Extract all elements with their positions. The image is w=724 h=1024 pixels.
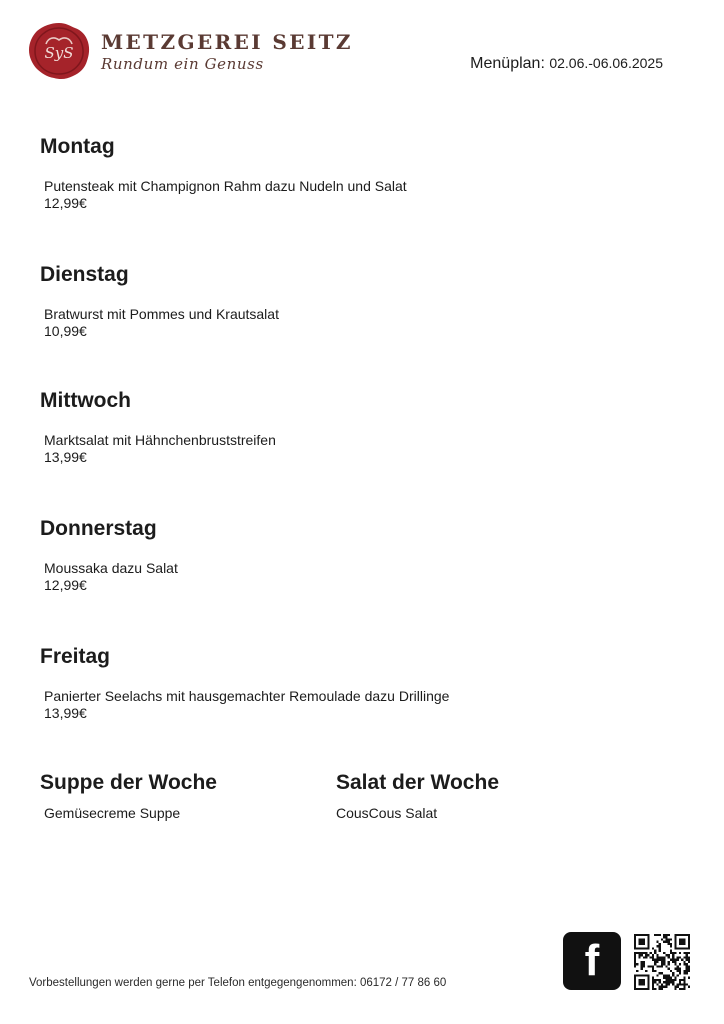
day-title: Mittwoch (40, 389, 131, 412)
dish-name: Panierter Seelachs mit hausgemachter Remoulade dazu Drillinge (44, 688, 450, 704)
dish-name: Putensteak mit Champignon Rahm dazu Nudeln und Salat (44, 178, 407, 194)
dish-price: 10,99€ (44, 323, 87, 339)
soup-of-the-week (40, 770, 320, 822)
preorder-note: Vorbestellungen werden gerne per Telefon entgegengenommen: 06172 / 77 86 60 (29, 977, 447, 989)
dish-price: 13,99€ (44, 449, 87, 465)
qr-code-icon[interactable] (634, 934, 690, 990)
menu-period-dates: 02.06.-06.06.2025 (549, 55, 663, 71)
day-section-wednesday (40, 388, 680, 466)
dish-price: 13,99€ (44, 705, 87, 721)
day-section-friday (40, 644, 680, 722)
page-header (28, 22, 696, 86)
dish-name: Moussaka dazu Salat (44, 560, 178, 576)
day-title: Dienstag (40, 263, 129, 286)
wax-seal-logo-icon (28, 22, 90, 80)
day-section-tuesday (40, 262, 680, 340)
day-section-thursday (40, 516, 680, 594)
facebook-icon[interactable]: f (563, 932, 621, 990)
day-title: Donnerstag (40, 517, 157, 540)
brand-block (101, 30, 353, 74)
day-section-monday (40, 134, 680, 212)
brand-tagline: Rundum ein Genuss (101, 55, 264, 73)
salad-dish: CousCous Salat (336, 805, 438, 821)
dish-name: Marktsalat mit Hähnchenbruststreifen (44, 432, 276, 448)
soup-title: Suppe der Woche (40, 771, 217, 794)
dish-price: 12,99€ (44, 577, 87, 593)
soup-dish: Gemüsecreme Suppe (44, 805, 181, 821)
dish-price: 12,99€ (44, 195, 87, 211)
dish-name: Bratwurst mit Pommes und Krautsalat (44, 306, 279, 322)
day-title: Montag (40, 135, 115, 158)
menu-period (470, 55, 663, 73)
brand-name: METZGEREI SEITZ (101, 30, 353, 54)
menu-period-label: Menüplan: (470, 55, 545, 72)
day-title: Freitag (40, 645, 111, 668)
svg-text:SyS: SyS (44, 44, 74, 62)
salad-title: Salat der Woche (336, 771, 499, 794)
salad-of-the-week (336, 770, 636, 822)
